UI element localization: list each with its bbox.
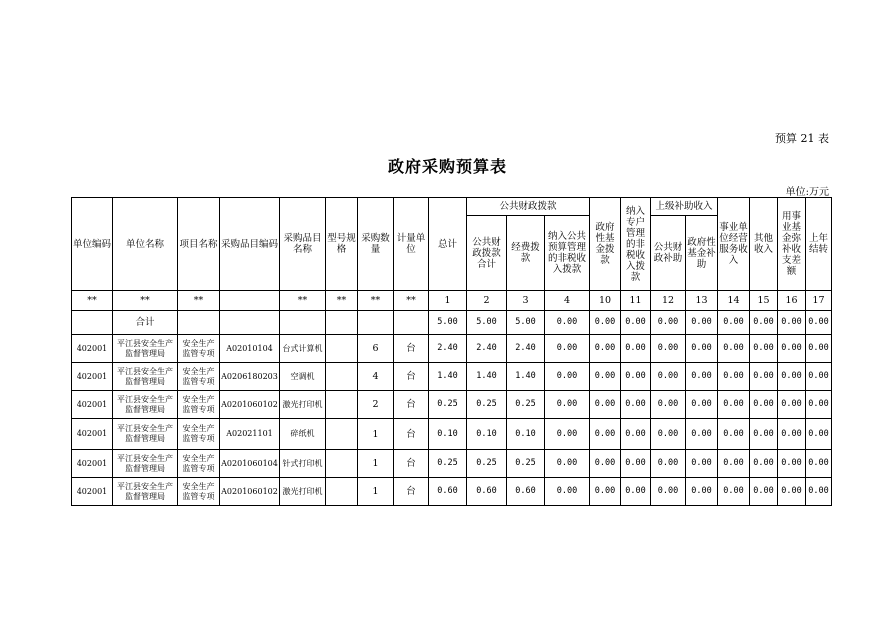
amount-cell: 0.10 bbox=[429, 419, 467, 450]
unit-code-cell: 402001 bbox=[72, 391, 113, 419]
index-row bbox=[72, 291, 832, 311]
item-name-cell: 针式打印机 bbox=[280, 450, 326, 478]
spec-cell bbox=[326, 363, 358, 391]
header-fee-allocation: 经费拨款 bbox=[507, 216, 545, 291]
total-value-cell: 0.00 bbox=[651, 311, 686, 335]
project-name-cell: 安全生产监管专项 bbox=[178, 478, 220, 506]
total-value-cell: 0.00 bbox=[590, 311, 621, 335]
amount-cell: 0.00 bbox=[651, 478, 686, 506]
item-code-cell: A02021101 bbox=[220, 419, 280, 450]
amount-cell: 0.00 bbox=[718, 419, 750, 450]
unit-name-cell: 平江县安全生产监督管理局 bbox=[113, 391, 178, 419]
index-cell: ** bbox=[280, 291, 326, 311]
index-cell bbox=[220, 291, 280, 311]
index-cell: ** bbox=[178, 291, 220, 311]
unit-code-cell: 402001 bbox=[72, 478, 113, 506]
measure-cell: 台 bbox=[394, 363, 429, 391]
quantity-cell: 1 bbox=[358, 450, 394, 478]
total-value-cell: 0.00 bbox=[750, 311, 778, 335]
amount-cell: 0.00 bbox=[590, 335, 621, 363]
total-value-cell: 0.00 bbox=[778, 311, 806, 335]
quantity-cell: 4 bbox=[358, 363, 394, 391]
spec-cell bbox=[326, 335, 358, 363]
page-title: 政府采购预算表 bbox=[387, 157, 507, 176]
total-row-group bbox=[72, 311, 832, 335]
item-name-cell: 激光打印机 bbox=[280, 478, 326, 506]
total-value-cell: 0.00 bbox=[718, 311, 750, 335]
amount-cell: 0.60 bbox=[429, 478, 467, 506]
total-value-cell: 5.00 bbox=[429, 311, 467, 335]
header-fund-offset: 用事业基金弥补收支差额 bbox=[778, 198, 806, 291]
amount-cell: 0.25 bbox=[429, 450, 467, 478]
unit-name-cell: 平江县安全生产监督管理局 bbox=[113, 419, 178, 450]
item-name-cell: 碎纸机 bbox=[280, 419, 326, 450]
table-row bbox=[72, 419, 832, 450]
unit-name-cell: 平江县安全生产监督管理局 bbox=[113, 450, 178, 478]
amount-cell: 0.00 bbox=[621, 335, 651, 363]
table-row bbox=[72, 363, 832, 391]
amount-cell: 2.40 bbox=[467, 335, 507, 363]
amount-cell: 0.00 bbox=[621, 363, 651, 391]
spec-cell bbox=[326, 419, 358, 450]
index-cell: 1 bbox=[429, 291, 467, 311]
amount-cell: 0.00 bbox=[750, 391, 778, 419]
index-cell: 10 bbox=[590, 291, 621, 311]
amount-cell: 0.00 bbox=[806, 335, 832, 363]
amount-cell: 0.25 bbox=[429, 391, 467, 419]
header-public-group: 公共财政拨款 bbox=[467, 198, 590, 216]
amount-cell: 0.00 bbox=[590, 419, 621, 450]
total-empty-cell bbox=[178, 311, 220, 335]
header-carryover: 上年结转 bbox=[806, 198, 832, 291]
amount-cell: 0.00 bbox=[651, 450, 686, 478]
total-value-cell: 5.00 bbox=[467, 311, 507, 335]
amount-cell: 0.00 bbox=[651, 419, 686, 450]
amount-cell: 0.00 bbox=[545, 419, 590, 450]
unit-name-cell: 平江县安全生产监督管理局 bbox=[113, 335, 178, 363]
index-cell: ** bbox=[394, 291, 429, 311]
index-cell: ** bbox=[358, 291, 394, 311]
index-cell: 2 bbox=[467, 291, 507, 311]
amount-cell: 0.00 bbox=[545, 335, 590, 363]
amount-cell: 0.00 bbox=[778, 478, 806, 506]
item-code-cell: A0201060104 bbox=[220, 450, 280, 478]
amount-cell: 0.00 bbox=[718, 450, 750, 478]
quantity-cell: 2 bbox=[358, 391, 394, 419]
measure-cell: 台 bbox=[394, 419, 429, 450]
header-project-name: 项目名称 bbox=[178, 198, 220, 291]
index-cell: 17 bbox=[806, 291, 832, 311]
item-code-cell: A0206180203 bbox=[220, 363, 280, 391]
total-empty-cell bbox=[72, 311, 113, 335]
unit-label: 单位:万元 bbox=[785, 187, 829, 198]
table-row bbox=[72, 391, 832, 419]
amount-cell: 0.00 bbox=[686, 450, 718, 478]
index-cell: 14 bbox=[718, 291, 750, 311]
table-row bbox=[72, 478, 832, 506]
header-upper-group: 上级补助收入 bbox=[651, 198, 718, 216]
total-empty-cell bbox=[280, 311, 326, 335]
amount-cell: 0.00 bbox=[545, 478, 590, 506]
amount-cell: 0.00 bbox=[686, 419, 718, 450]
amount-cell: 0.00 bbox=[806, 450, 832, 478]
spec-cell bbox=[326, 478, 358, 506]
unit-name-cell: 平江县安全生产监督管理局 bbox=[113, 363, 178, 391]
header-gov-fund: 政府性基金拨款 bbox=[590, 198, 621, 291]
index-row-group bbox=[72, 291, 832, 311]
amount-cell: 0.00 bbox=[545, 363, 590, 391]
total-label: 合计 bbox=[113, 311, 178, 335]
total-value-cell: 0.00 bbox=[686, 311, 718, 335]
item-name-cell: 台式计算机 bbox=[280, 335, 326, 363]
header-item-code: 采购品目编码 bbox=[220, 198, 280, 291]
measure-cell: 台 bbox=[394, 478, 429, 506]
total-value-cell: 0.00 bbox=[621, 311, 651, 335]
unit-code-cell: 402001 bbox=[72, 450, 113, 478]
amount-cell: 0.00 bbox=[651, 363, 686, 391]
measure-cell: 台 bbox=[394, 450, 429, 478]
index-cell: ** bbox=[326, 291, 358, 311]
amount-cell: 0.00 bbox=[590, 391, 621, 419]
amount-cell: 0.00 bbox=[545, 391, 590, 419]
index-cell: 12 bbox=[651, 291, 686, 311]
total-empty-cell bbox=[394, 311, 429, 335]
project-name-cell: 安全生产监管专项 bbox=[178, 363, 220, 391]
amount-cell: 0.00 bbox=[750, 335, 778, 363]
amount-cell: 0.00 bbox=[778, 391, 806, 419]
amount-cell: 0.00 bbox=[590, 450, 621, 478]
index-cell: 13 bbox=[686, 291, 718, 311]
amount-cell: 0.00 bbox=[590, 363, 621, 391]
amount-cell: 0.25 bbox=[467, 391, 507, 419]
amount-cell: 0.00 bbox=[778, 450, 806, 478]
amount-cell: 0.00 bbox=[806, 363, 832, 391]
table-header bbox=[72, 198, 832, 291]
item-code-cell: A0201060102 bbox=[220, 391, 280, 419]
amount-cell: 0.00 bbox=[621, 450, 651, 478]
index-cell: 16 bbox=[778, 291, 806, 311]
header-business-income: 事业单位经营服务收入 bbox=[718, 198, 750, 291]
project-name-cell: 安全生产监管专项 bbox=[178, 391, 220, 419]
index-cell: ** bbox=[113, 291, 178, 311]
amount-cell: 0.00 bbox=[686, 478, 718, 506]
amount-cell: 0.00 bbox=[590, 478, 621, 506]
total-row bbox=[72, 311, 832, 335]
header-special-non-tax: 纳入专户管理的非税收入拨款 bbox=[621, 198, 651, 291]
project-name-cell: 安全生产监管专项 bbox=[178, 450, 220, 478]
header-spec: 型号规格 bbox=[326, 198, 358, 291]
measure-cell: 台 bbox=[394, 391, 429, 419]
project-name-cell: 安全生产监管专项 bbox=[178, 419, 220, 450]
table-row bbox=[72, 335, 832, 363]
amount-cell: 0.00 bbox=[806, 391, 832, 419]
amount-cell: 0.00 bbox=[778, 419, 806, 450]
index-cell: 15 bbox=[750, 291, 778, 311]
amount-cell: 0.00 bbox=[621, 419, 651, 450]
total-empty-cell bbox=[326, 311, 358, 335]
item-code-cell: A0201060102 bbox=[220, 478, 280, 506]
amount-cell: 0.00 bbox=[750, 450, 778, 478]
total-value-cell: 5.00 bbox=[507, 311, 545, 335]
unit-name-cell: 平江县安全生产监督管理局 bbox=[113, 478, 178, 506]
quantity-cell: 1 bbox=[358, 419, 394, 450]
index-cell: ** bbox=[72, 291, 113, 311]
amount-cell: 1.40 bbox=[467, 363, 507, 391]
amount-cell: 0.25 bbox=[467, 450, 507, 478]
amount-cell: 0.25 bbox=[507, 391, 545, 419]
index-cell: 4 bbox=[545, 291, 590, 311]
amount-cell: 2.40 bbox=[429, 335, 467, 363]
amount-cell: 0.00 bbox=[778, 363, 806, 391]
amount-cell: 0.60 bbox=[467, 478, 507, 506]
spec-cell bbox=[326, 391, 358, 419]
header-item-name: 采购品目名称 bbox=[280, 198, 326, 291]
unit-code-cell: 402001 bbox=[72, 335, 113, 363]
header-measure: 计量单位 bbox=[394, 198, 429, 291]
amount-cell: 0.00 bbox=[545, 450, 590, 478]
amount-cell: 1.40 bbox=[429, 363, 467, 391]
index-cell: 11 bbox=[621, 291, 651, 311]
table-row bbox=[72, 450, 832, 478]
amount-cell: 0.00 bbox=[686, 391, 718, 419]
amount-cell: 0.00 bbox=[718, 363, 750, 391]
amount-cell: 0.10 bbox=[467, 419, 507, 450]
unit-code-cell: 402001 bbox=[72, 363, 113, 391]
amount-cell: 0.00 bbox=[806, 419, 832, 450]
amount-cell: 0.00 bbox=[750, 363, 778, 391]
amount-cell: 0.00 bbox=[778, 335, 806, 363]
amount-cell: 0.00 bbox=[806, 478, 832, 506]
total-value-cell: 0.00 bbox=[545, 311, 590, 335]
header-total: 总计 bbox=[429, 198, 467, 291]
amount-cell: 0.00 bbox=[621, 478, 651, 506]
item-name-cell: 空调机 bbox=[280, 363, 326, 391]
header-non-tax-in-budget: 纳入公共预算管理的非税收入拨款 bbox=[545, 216, 590, 291]
total-value-cell: 0.00 bbox=[806, 311, 832, 335]
header-upper-public: 公共财政补助 bbox=[651, 216, 686, 291]
project-name-cell: 安全生产监管专项 bbox=[178, 335, 220, 363]
item-name-cell: 激光打印机 bbox=[280, 391, 326, 419]
amount-cell: 0.00 bbox=[651, 391, 686, 419]
total-empty-cell bbox=[220, 311, 280, 335]
amount-cell: 0.00 bbox=[718, 391, 750, 419]
amount-cell: 0.00 bbox=[621, 391, 651, 419]
amount-cell: 0.00 bbox=[750, 478, 778, 506]
header-upper-fund: 政府性基金补助 bbox=[686, 216, 718, 291]
amount-cell: 0.00 bbox=[651, 335, 686, 363]
header-unit-name: 单位名称 bbox=[113, 198, 178, 291]
amount-cell: 2.40 bbox=[507, 335, 545, 363]
amount-cell: 0.25 bbox=[507, 450, 545, 478]
amount-cell: 0.00 bbox=[750, 419, 778, 450]
header-quantity: 采购数量 bbox=[358, 198, 394, 291]
amount-cell: 1.40 bbox=[507, 363, 545, 391]
procurement-budget-table bbox=[71, 197, 832, 506]
header-unit-code: 单位编码 bbox=[72, 198, 113, 291]
spec-cell bbox=[326, 450, 358, 478]
header-public-subtotal: 公共财政拨款合计 bbox=[467, 216, 507, 291]
index-cell: 3 bbox=[507, 291, 545, 311]
amount-cell: 0.10 bbox=[507, 419, 545, 450]
header-other-income: 其他收入 bbox=[750, 198, 778, 291]
quantity-cell: 1 bbox=[358, 478, 394, 506]
amount-cell: 0.00 bbox=[718, 478, 750, 506]
item-code-cell: A02010104 bbox=[220, 335, 280, 363]
amount-cell: 0.00 bbox=[686, 335, 718, 363]
amount-cell: 0.00 bbox=[686, 363, 718, 391]
amount-cell: 0.60 bbox=[507, 478, 545, 506]
quantity-cell: 6 bbox=[358, 335, 394, 363]
form-number: 预算 21 表 bbox=[775, 132, 829, 145]
data-rows bbox=[72, 335, 832, 506]
amount-cell: 0.00 bbox=[718, 335, 750, 363]
unit-code-cell: 402001 bbox=[72, 419, 113, 450]
total-empty-cell bbox=[358, 311, 394, 335]
measure-cell: 台 bbox=[394, 335, 429, 363]
